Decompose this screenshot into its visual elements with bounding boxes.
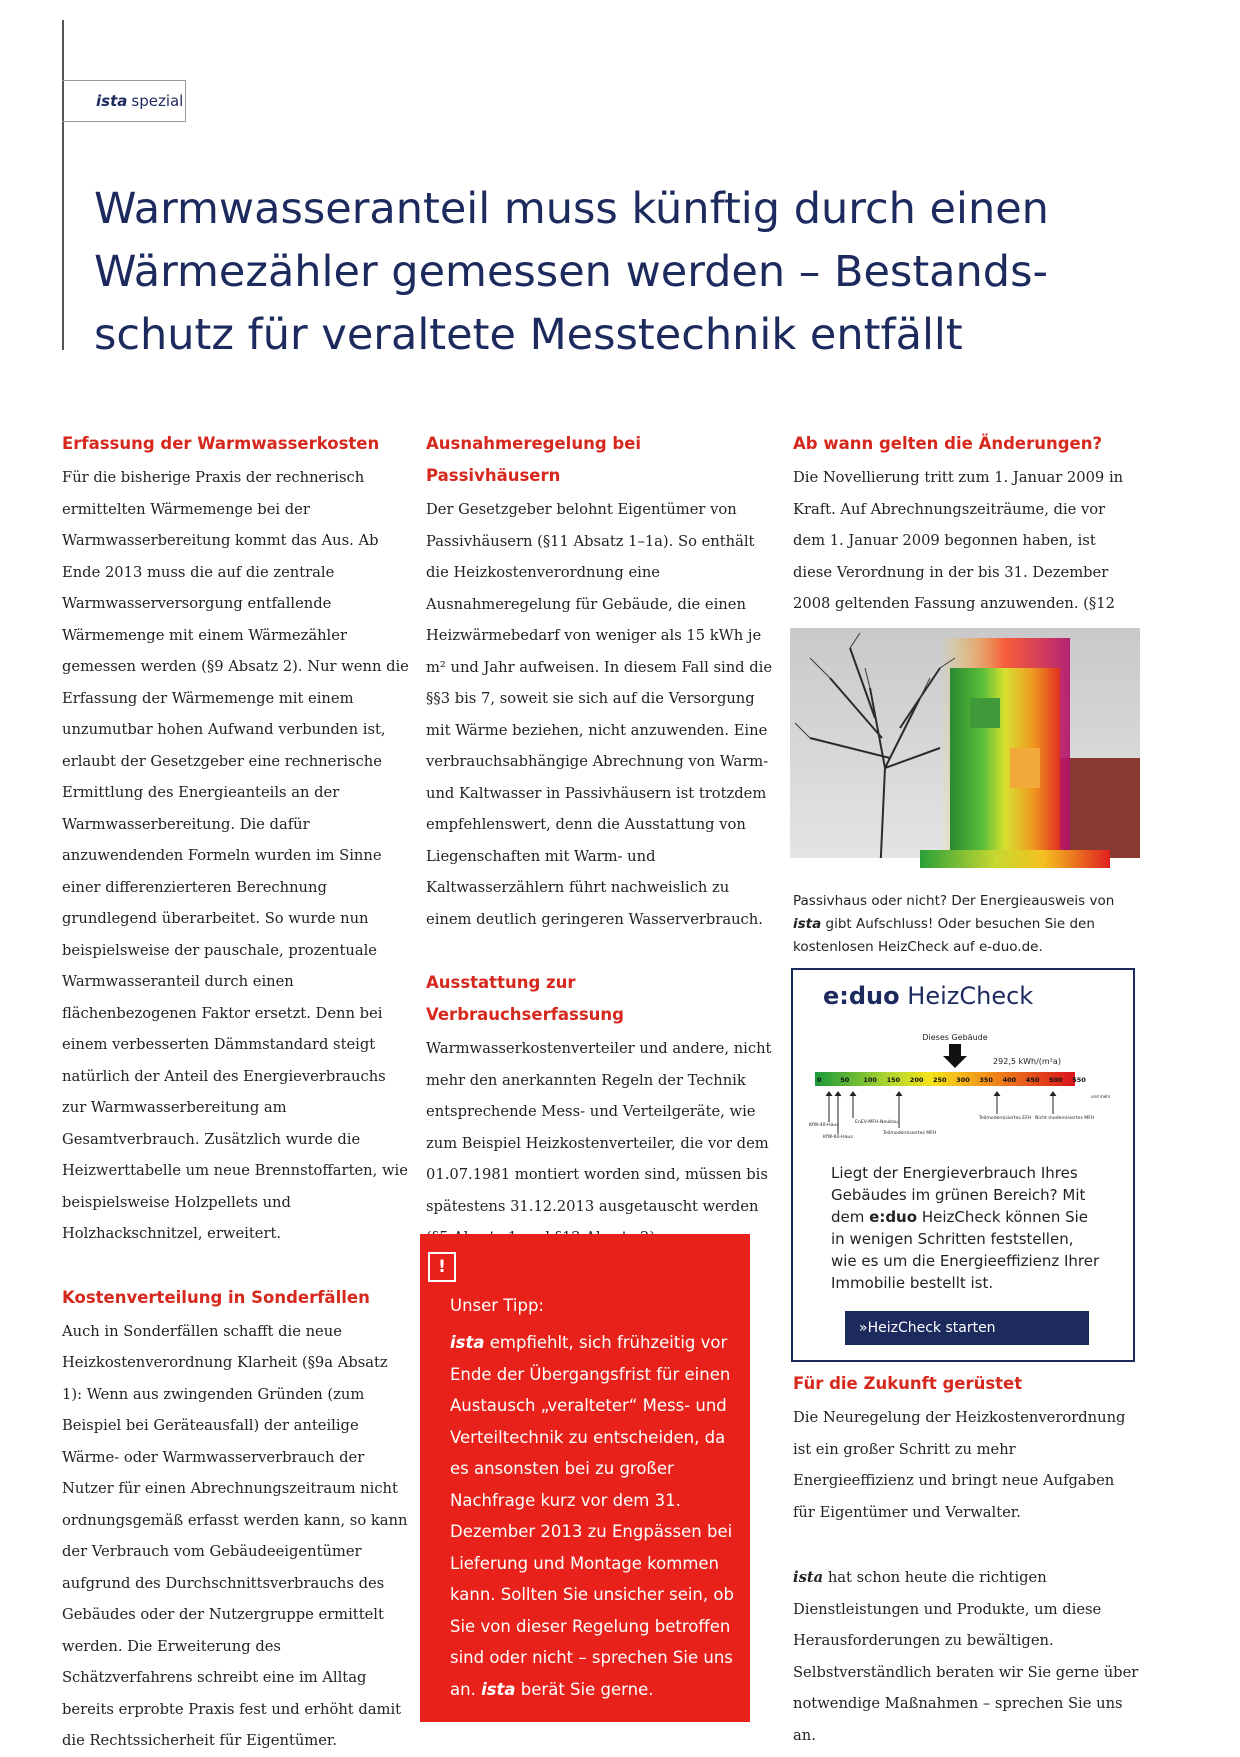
marker-arrow-icon: [943, 1044, 967, 1068]
scale-tick-label: 450: [1025, 1076, 1040, 1084]
brand-name: ista: [450, 1333, 485, 1352]
scale-tick-label: 100: [863, 1076, 877, 1084]
scale-tick-label: 300: [956, 1076, 970, 1084]
ref-label: Teilmodernisiertes MFH: [883, 1131, 937, 1136]
ref-label: Nicht modernisiertes MFH: [1035, 1116, 1095, 1121]
scale-tick-label: 500: [1049, 1076, 1063, 1084]
section-heading: Ausstattung zur Verbrauchserfassung: [426, 973, 624, 1024]
section-heading: Ausnahmeregelung bei Passivhäusern: [426, 434, 642, 485]
ref-label: EnEV-MFH-Neubau: [855, 1120, 898, 1125]
brand-name: e:duo: [869, 1208, 918, 1226]
section-tag: [62, 80, 186, 122]
scale-tick-label: 150: [886, 1076, 901, 1084]
tip-label: Unser Tipp:: [450, 1296, 544, 1315]
thermal-house-photo: [790, 628, 1140, 876]
heizcheck-title: e:duo HeizCheck: [823, 982, 1034, 1010]
title-line-2: Wärmezähler gemessen werden – Bestands-: [94, 247, 1048, 297]
tag-text: spezial: [131, 92, 184, 110]
value-label: 292,5 kWh/(m²a): [993, 1057, 1061, 1066]
section-text: Der Gesetzgeber belohnt Eigentümer von Passivhäusern (§11 Absatz 1–1a). So enthält die Heizkostenverordnung eine Ausnahmeregelung für Gebäude, die einen Heizwärmebedarf von weniger als 15 kWh je m² und Jahr aufweisen. In diesem Fall sind die §§3 bis 7, soweit sie sich auf die Versorgung mit Wärme beziehen, nicht anzuwenden. Eine verbrauchsabhängige Abrechnung von Warm- und Kaltwasser in Passivhäusern ist trotzdem empfehlenswert, denn die Ausstattung von Liegenschaften mit Warm- und Kaltwasserzählern führt nachweislich zu einem deutlich geringeren Wasserverbrauch.: [426, 501, 773, 928]
article-title: [94, 178, 1094, 367]
marker-label: Dieses Gebäude: [922, 1033, 988, 1042]
section-heading: Ab wann gelten die Änderungen?: [793, 434, 1103, 453]
section-text: Die Novellierung tritt zum 1. Januar 2009 in Kraft. Auf Abrechnungszeiträume, die vor dem 1. Januar 2009 begonnen haben, ist diese Verordnung in der bis 31. Dezember 2008 geltenden Fassung anzuwenden. (§12: [793, 469, 1124, 612]
photo-caption: Passivhaus oder nicht? Der Energieausweis von ista gibt Aufschluss! Oder besuchen Sie den kostenlosen HeizCheck auf e-duo.de.: [793, 893, 1115, 955]
brand-name: ista: [481, 1679, 516, 1699]
section-heading: Kostenverteilung in Sonderfällen: [62, 1287, 370, 1307]
scale-unit: und mehr: [1091, 1094, 1111, 1099]
heizcheck-start-button[interactable]: »HeizCheck starten: [845, 1311, 1089, 1345]
title-line-3: schutz für veraltete Messtechnik entfällt: [94, 310, 963, 360]
section-text: Für die bisherige Praxis der rechnerisch ermittelten Wärmemenge bei der Warmwasserbereitung kommt das Aus. Ab Ende 2013 muss die auf die zentrale Warmwasserversorgung entfallende Wärmemenge mit einem Wärmezähler gemessen werden (§9 Absatz 2). Nur wenn die Erfassung der Wärmemenge mit einem unzumutbar hohen Aufwand verbunden ist, erlaubt der Gesetzgeber eine rechnerische Ermittlung des Energieanteils an der Warmwasserbereitung. Die dafür anzuwendenden Formeln wurden im Sinne einer differenzierteren Berechnung grundlegend überarbeitet. So wurde nun beispielsweise der pauschale, prozentuale Warmwasseranteil durch einen flächenbezogenen Faktor ersetzt. Denn bei einem verbesserten Dämmstandard steigt natürlich der Anteil des Energieverbrauchs zur Warmwasserbereitung am Gesamtverbrauch. Zusätzlich wurde die Heizwerttabelle um neue Brennstoffarten, wie beispielsweise Holzpellets und Holzhackschnitzel, erweitert.: [62, 469, 409, 1242]
heizcheck-text: Liegt der Energieverbrauch Ihres Gebäudes im grünen Bereich? Mit dem e:duo HeizCheck können Sie in wenigen Schritten feststellen, wie es um die Energieeffizienz Ihrer Immobilie bestellt ist.: [831, 1164, 1100, 1292]
scale-tick-label: 50: [840, 1076, 850, 1084]
energy-scale: [807, 1030, 1119, 1150]
column-2: [426, 428, 776, 1254]
section-text: Warmwasserkostenverteiler und andere, nicht mehr den anerkannten Regeln der Technik entsprechende Mess- und Verteilgeräte, wie zum Beispiel Heizkostenverteiler, die vor dem 01.07.1981 montiert worden sind, müssen bis spätestens 31.12.2013 ausgetauscht werden: [426, 1040, 772, 1215]
scale-tick-label: 200: [909, 1076, 924, 1084]
title-line-1: Warmwasseranteil muss künftig durch einen: [94, 184, 1049, 234]
column-3: [793, 428, 1139, 651]
heizcheck-box: [791, 968, 1135, 1362]
tag-brand: ista: [96, 92, 128, 110]
ref-label: KfW-60-Haus: [823, 1135, 853, 1140]
scale-tick-label: 400: [1002, 1076, 1017, 1084]
tip-text: ista empfiehlt, sich frühzeitig vor Ende der Übergangsfrist für einen Austausch „veralteter“ Mess- und Verteiltechnik zu entscheiden, da es ansonsten bei zu großer Nachfrage kurz vor dem 31. Dezember 2013 zu Engpässen bei Lieferung und Montage kommen kann. Sollten Sie unsicher sein, ob Sie von dieser Regelung betroffen sind oder nicht – sprechen Sie uns an. ista berät Sie gerne.: [450, 1333, 734, 1699]
tip-box: [420, 1234, 750, 1722]
section-text: ista hat schon heute die richtigen Dienstleistungen und Produkte, um diese Herausforderungen zu bewältigen. Selbstverständlich beraten wir Sie gerne über notwendige Maßnahmen – sprechen Sie uns an.: [793, 1569, 1139, 1744]
section-heading: Für die Zukunft gerüstet: [793, 1374, 1023, 1393]
section-heading: Erfassung der Warmwasserkosten: [62, 434, 380, 453]
scale-tick-label: 550: [1072, 1076, 1086, 1084]
ref-label: KfW-40-Haus: [809, 1123, 839, 1128]
column-1: [62, 428, 412, 1757]
exclamation-icon: !: [428, 1252, 456, 1282]
ref-label: Teilmodernisiertes EFH: [979, 1116, 1032, 1121]
brand-name: ista: [793, 916, 822, 932]
margin-rule: [62, 20, 64, 350]
section-text: Die Neuregelung der Heizkostenverordnung ist ein großer Schritt zu mehr Energieeffizienz und bringt neue Aufgaben für Eigentümer und Verwalter.: [793, 1409, 1126, 1521]
brand-name: ista: [793, 1569, 824, 1586]
column-3-lower: [793, 1368, 1139, 1751]
section-text: Auch in Sonderfällen schafft die neue Heizkostenverordnung Klarheit (§9a Absatz 1): Wenn aus zwingenden Gründen (zum Beispiel bei Geräteausfall) der anteilige Wärme- oder Warmwasserverbrauch der Nutzer für einen Abrechnungszeitraum nicht ordnungsgemäß erfasst werden kann, so kann der Verbrauch vom Gebäudeeigentümer aufgrund des Durchschnittsverbrauchs des Gebäudes oder der Nutzergruppe ermittelt werden. Die Erweiterung des Schätzverfahrens schreibt eine im Alltag bereits erprobte Praxis fest und erhöht damit die Rechtssicherheit für Eigentümer.: [62, 1322, 408, 1749]
scale-tick-label: 250: [933, 1076, 947, 1084]
scale-tick-label: 350: [979, 1076, 993, 1084]
scale-tick-label: 0: [817, 1076, 822, 1084]
